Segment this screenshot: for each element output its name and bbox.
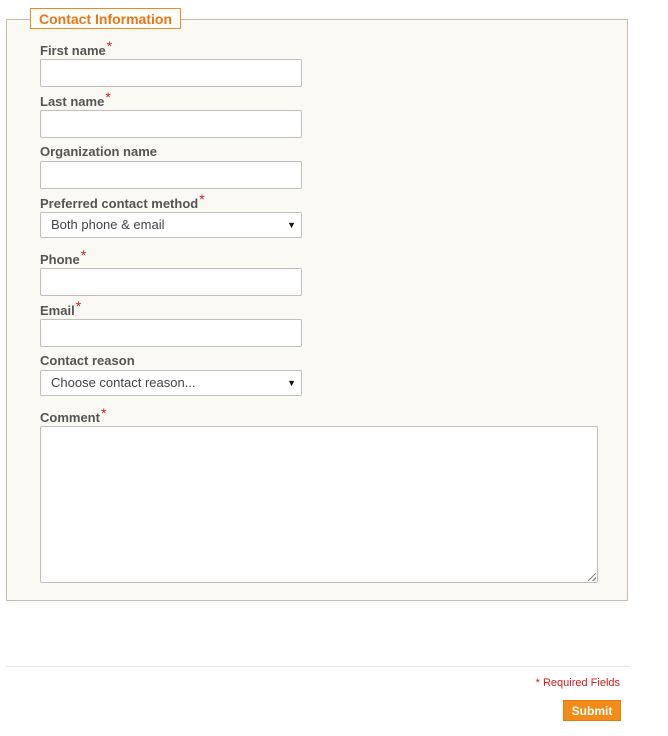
email-label: Email* <box>40 298 82 318</box>
contact-reason-selected: Choose contact reason... <box>51 375 196 390</box>
required-marker: * <box>105 89 111 105</box>
fieldset-legend: Contact Information <box>30 8 181 29</box>
organization-name-input[interactable] <box>40 161 302 189</box>
contact-method-label: Preferred contact method* <box>40 191 205 211</box>
comment-textarea[interactable] <box>40 426 598 583</box>
first-name-label: First name* <box>40 38 113 58</box>
required-marker: * <box>75 298 82 314</box>
footer-divider <box>6 666 630 667</box>
email-input[interactable] <box>40 319 302 347</box>
comment-label: Comment* <box>40 405 107 425</box>
last-name-input[interactable] <box>40 110 302 138</box>
contact-method-select[interactable] <box>40 212 302 238</box>
contact-reason-label: Contact reason <box>40 353 135 368</box>
required-marker: * <box>100 405 107 421</box>
submit-button[interactable]: Submit <box>563 700 621 721</box>
phone-input[interactable] <box>40 268 302 296</box>
required-marker: * <box>199 191 205 207</box>
required-fields-note: * Required Fields <box>535 677 620 689</box>
organization-name-label: Organization name <box>40 144 158 159</box>
first-name-input[interactable] <box>40 59 302 87</box>
phone-label: Phone* <box>40 247 87 267</box>
contact-method-selected: Both phone & email <box>51 217 165 232</box>
required-marker: * <box>80 247 87 263</box>
contact-reason-select[interactable] <box>40 370 302 396</box>
required-marker: * <box>106 38 113 54</box>
last-name-label: Last name* <box>40 89 111 109</box>
chevron-down-icon: ▼ <box>287 378 296 388</box>
chevron-down-icon: ▼ <box>287 220 296 230</box>
resize-handle-icon[interactable] <box>588 573 596 581</box>
